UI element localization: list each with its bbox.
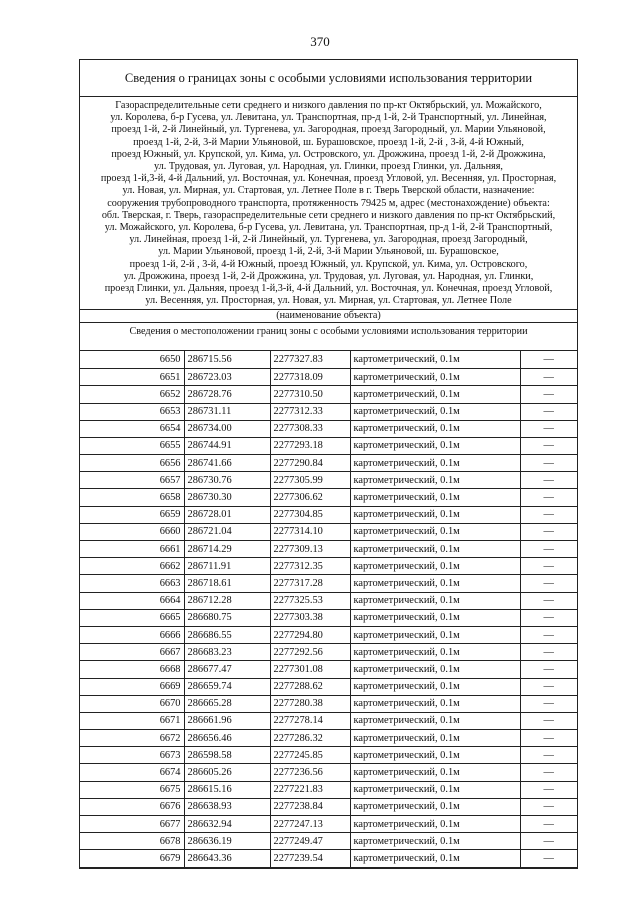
description-dash: — [520, 351, 577, 368]
point-number: 6665 [80, 609, 184, 626]
x-coordinate: 286730.30 [184, 489, 270, 506]
determination-method: картометрический, 0.1м [350, 661, 520, 678]
description-dash: — [520, 386, 577, 403]
y-coordinate: 2277290.84 [270, 455, 350, 472]
table-row [80, 506, 577, 523]
x-coordinate: 286643.36 [184, 850, 270, 867]
point-number: 6655 [80, 437, 184, 454]
description-dash: — [520, 764, 577, 781]
x-coordinate: 286677.47 [184, 661, 270, 678]
x-coordinate: 286661.96 [184, 712, 270, 729]
description-dash: — [520, 489, 577, 506]
point-number: 6678 [80, 833, 184, 850]
x-coordinate: 286632.94 [184, 816, 270, 833]
y-coordinate: 2277304.85 [270, 506, 350, 523]
y-coordinate: 2277239.54 [270, 850, 350, 867]
determination-method: картометрический, 0.1м [350, 420, 520, 437]
description-dash: — [520, 695, 577, 712]
description-dash: — [520, 712, 577, 729]
determination-method: картометрический, 0.1м [350, 644, 520, 661]
description-dash: — [520, 644, 577, 661]
point-number: 6679 [80, 850, 184, 867]
determination-method: картометрический, 0.1м [350, 747, 520, 764]
description-line: проезд 1-й, 2-й Линейный, ул. Тургенева, ул. Загородная, проезд Загородный, ул. Марии Ульяновой, [111, 124, 546, 136]
description-line: ул. Новая, ул. Мирная, ул. Стартовая, ул. Летнее Поле в г. Тверь Тверской области, назначение: [122, 185, 535, 197]
y-coordinate: 2277309.13 [270, 541, 350, 558]
description-line: обл. Тверская, г. Тверь, газораспределительные сети среднего и низкого давления по пр-кт Октябрьский, [101, 209, 556, 221]
x-coordinate: 286714.29 [184, 541, 270, 558]
determination-method: картометрический, 0.1м [350, 609, 520, 626]
determination-method: картометрический, 0.1м [350, 798, 520, 815]
x-coordinate: 286656.46 [184, 730, 270, 747]
document-title: Сведения о границах зоны с особыми условиями использования территории [80, 60, 577, 97]
description-dash: — [520, 626, 577, 643]
table-row [80, 816, 577, 833]
table-row [80, 833, 577, 850]
point-number: 6651 [80, 369, 184, 386]
y-coordinate: 2277249.47 [270, 833, 350, 850]
determination-method: картометрический, 0.1м [350, 695, 520, 712]
determination-method: картометрический, 0.1м [350, 764, 520, 781]
y-coordinate: 2277294.80 [270, 626, 350, 643]
description-dash: — [520, 730, 577, 747]
point-number: 6656 [80, 455, 184, 472]
determination-method: картометрический, 0.1м [350, 833, 520, 850]
y-coordinate: 2277305.99 [270, 472, 350, 489]
x-coordinate: 286638.93 [184, 798, 270, 815]
x-coordinate: 286741.66 [184, 455, 270, 472]
description-dash: — [520, 437, 577, 454]
y-coordinate: 2277303.38 [270, 609, 350, 626]
description-dash: — [520, 661, 577, 678]
determination-method: картометрический, 0.1м [350, 437, 520, 454]
point-number: 6675 [80, 781, 184, 798]
x-coordinate: 286605.26 [184, 764, 270, 781]
description-dash: — [520, 523, 577, 540]
determination-method: картометрический, 0.1м [350, 712, 520, 729]
determination-method: картометрический, 0.1м [350, 850, 520, 867]
point-number: 6664 [80, 592, 184, 609]
table-row [80, 489, 577, 506]
y-coordinate: 2277278.14 [270, 712, 350, 729]
determination-method: картометрический, 0.1м [350, 816, 520, 833]
description-dash: — [520, 816, 577, 833]
table-row [80, 644, 577, 661]
x-coordinate: 286665.28 [184, 695, 270, 712]
point-number: 6667 [80, 644, 184, 661]
table-row [80, 575, 577, 592]
description-dash: — [520, 678, 577, 695]
object-description [80, 97, 577, 310]
description-dash: — [520, 609, 577, 626]
determination-method: картометрический, 0.1м [350, 351, 520, 368]
determination-method: картометрический, 0.1м [350, 781, 520, 798]
description-dash: — [520, 455, 577, 472]
table-row [80, 420, 577, 437]
table-row [80, 455, 577, 472]
table-row [80, 730, 577, 747]
table-row [80, 351, 577, 368]
description-dash: — [520, 472, 577, 489]
determination-method: картометрический, 0.1м [350, 489, 520, 506]
y-coordinate: 2277292.56 [270, 644, 350, 661]
determination-method: картометрический, 0.1м [350, 506, 520, 523]
x-coordinate: 286728.76 [184, 386, 270, 403]
y-coordinate: 2277318.09 [270, 369, 350, 386]
x-coordinate: 286730.76 [184, 472, 270, 489]
description-line: ул. Весенняя, ул. Просторная, ул. Новая, ул. Мирная, ул. Стартовая, ул. Летнее Поле [145, 295, 512, 307]
x-coordinate: 286615.16 [184, 781, 270, 798]
y-coordinate: 2277293.18 [270, 437, 350, 454]
table-row [80, 437, 577, 454]
y-coordinate: 2277317.28 [270, 575, 350, 592]
determination-method: картометрический, 0.1м [350, 575, 520, 592]
description-line: ул. Королева, б-р Гусева, ул. Левитана, ул. Транспортная, пр-д 1-й, 2-й Транспортный, ул. Линейная, [110, 112, 547, 124]
point-number: 6658 [80, 489, 184, 506]
x-coordinate: 286718.61 [184, 575, 270, 592]
point-number: 6666 [80, 626, 184, 643]
point-number: 6671 [80, 712, 184, 729]
determination-method: картометрический, 0.1м [350, 558, 520, 575]
table-row [80, 695, 577, 712]
x-coordinate: 286723.03 [184, 369, 270, 386]
table-row [80, 592, 577, 609]
description-dash: — [520, 850, 577, 867]
point-number: 6662 [80, 558, 184, 575]
point-number: 6674 [80, 764, 184, 781]
document-frame [79, 59, 578, 869]
y-coordinate: 2277286.32 [270, 730, 350, 747]
y-coordinate: 2277325.53 [270, 592, 350, 609]
table-row [80, 386, 577, 403]
determination-method: картометрический, 0.1м [350, 472, 520, 489]
point-number: 6657 [80, 472, 184, 489]
table-row [80, 712, 577, 729]
table-row [80, 764, 577, 781]
table-row [80, 541, 577, 558]
y-coordinate: 2277245.85 [270, 747, 350, 764]
x-coordinate: 286744.91 [184, 437, 270, 454]
point-number: 6669 [80, 678, 184, 695]
point-number: 6650 [80, 351, 184, 368]
description-dash: — [520, 506, 577, 523]
y-coordinate: 2277280.38 [270, 695, 350, 712]
y-coordinate: 2277221.83 [270, 781, 350, 798]
description-line: сооружения трубопроводного транспорта, протяженность 79425 м, адрес (местонахождение) объекта: [107, 197, 550, 209]
y-coordinate: 2277301.08 [270, 661, 350, 678]
determination-method: картометрический, 0.1м [350, 626, 520, 643]
description-line: проезд Южный, ул. Крупской, ул. Кима, ул. Островского, ул. Дрожжина, проезд 1-й, 2-й Дрожжина, [111, 148, 546, 160]
description-dash: — [520, 420, 577, 437]
x-coordinate: 286683.23 [184, 644, 270, 661]
point-number: 6676 [80, 798, 184, 815]
description-dash: — [520, 541, 577, 558]
description-line: проезд 1-й,3-й, 4-й Дальний, ул. Восточная, ул. Конечная, проезд Угловой, ул. Весенняя, ул. Просторная, [100, 173, 557, 185]
point-number: 6663 [80, 575, 184, 592]
point-number: 6659 [80, 506, 184, 523]
x-coordinate: 286686.55 [184, 626, 270, 643]
determination-method: картометрический, 0.1м [350, 403, 520, 420]
point-number: 6670 [80, 695, 184, 712]
table-row [80, 609, 577, 626]
y-coordinate: 2277306.62 [270, 489, 350, 506]
y-coordinate: 2277288.62 [270, 678, 350, 695]
y-coordinate: 2277238.84 [270, 798, 350, 815]
description-dash: — [520, 833, 577, 850]
x-coordinate: 286659.74 [184, 678, 270, 695]
determination-method: картометрический, 0.1м [350, 369, 520, 386]
x-coordinate: 286598.58 [184, 747, 270, 764]
description-dash: — [520, 403, 577, 420]
x-coordinate: 286680.75 [184, 609, 270, 626]
table-row [80, 850, 577, 867]
description-line: ул. Марии Ульяновой, проезд 1-й, 2-й, 3-й Марии Ульяновой, ш. Бурашовское, [158, 246, 499, 258]
description-dash: — [520, 798, 577, 815]
description-line: проезд Глинки, ул. Дальняя, проезд 1-й,3-й, 4-й Дальний, ул. Восточная, ул. Конечная, проезд Угловой, [104, 283, 553, 295]
x-coordinate: 286712.28 [184, 592, 270, 609]
x-coordinate: 286711.91 [184, 558, 270, 575]
x-coordinate: 286636.19 [184, 833, 270, 850]
x-coordinate: 286731.11 [184, 403, 270, 420]
determination-method: картометрический, 0.1м [350, 455, 520, 472]
determination-method: картометрический, 0.1м [350, 523, 520, 540]
point-number: 6668 [80, 661, 184, 678]
description-dash: — [520, 592, 577, 609]
description-line: ул. Линейная, проезд 1-й, 2-й Линейный, ул. Тургенева, ул. Загородная, проезд Загородный, [129, 234, 528, 246]
y-coordinate: 2277312.33 [270, 403, 350, 420]
description-line: ул. Трудовая, ул. Луговая, ул. Народная, ул. Глинки, проезд Глинки, ул. Дальняя, [154, 161, 503, 173]
table-row [80, 558, 577, 575]
table-row [80, 369, 577, 386]
table-row [80, 403, 577, 420]
object-name-caption: (наименование объекта) [80, 310, 577, 323]
description-dash: — [520, 575, 577, 592]
description-dash: — [520, 747, 577, 764]
description-line: проезд 1-й, 2-й, 3-й Марии Ульяновой, ш. Бурашовское, проезд 1-й, 2-й , 3-й, 4-й Южный, [133, 136, 524, 148]
determination-method: картометрический, 0.1м [350, 386, 520, 403]
point-number: 6672 [80, 730, 184, 747]
point-number: 6673 [80, 747, 184, 764]
point-number: 6654 [80, 420, 184, 437]
x-coordinate: 286728.01 [184, 506, 270, 523]
table-row [80, 523, 577, 540]
y-coordinate: 2277308.33 [270, 420, 350, 437]
determination-method: картометрический, 0.1м [350, 678, 520, 695]
point-number: 6677 [80, 816, 184, 833]
table-row [80, 798, 577, 815]
table-row [80, 678, 577, 695]
description-dash: — [520, 369, 577, 386]
x-coordinate: 286715.56 [184, 351, 270, 368]
description-line: ул. Дрожжина, проезд 1-й, 2-й Дрожжина, ул. Трудовая, ул. Луговая, ул. Народная, ул. Глинки, [123, 270, 534, 282]
x-coordinate: 286734.00 [184, 420, 270, 437]
description-dash: — [520, 558, 577, 575]
y-coordinate: 2277310.50 [270, 386, 350, 403]
point-number: 6653 [80, 403, 184, 420]
x-coordinate: 286721.04 [184, 523, 270, 540]
y-coordinate: 2277247.13 [270, 816, 350, 833]
determination-method: картометрический, 0.1м [350, 730, 520, 747]
table-row [80, 472, 577, 489]
page-number: 370 [310, 34, 330, 49]
point-number: 6652 [80, 386, 184, 403]
point-number: 6661 [80, 541, 184, 558]
table-row [80, 781, 577, 798]
description-line: Газораспределительные сети среднего и низкого давления по пр-кт Октябрьский, ул. Можайского, [115, 100, 542, 111]
section-title: Сведения о местоположении границ зоны с особыми условиями использования территории [80, 323, 577, 351]
table-row [80, 661, 577, 678]
y-coordinate: 2277312.35 [270, 558, 350, 575]
point-number: 6660 [80, 523, 184, 540]
determination-method: картометрический, 0.1м [350, 541, 520, 558]
table-row [80, 747, 577, 764]
y-coordinate: 2277314.10 [270, 523, 350, 540]
table-row [80, 626, 577, 643]
y-coordinate: 2277327.83 [270, 351, 350, 368]
determination-method: картометрический, 0.1м [350, 592, 520, 609]
description-line: ул. Можайского, ул. Королева, б-р Гусева, ул. Левитана, ул. Транспортная, пр-д 1-й, 2-й Транспортный, [104, 222, 553, 234]
y-coordinate: 2277236.56 [270, 764, 350, 781]
description-dash: — [520, 781, 577, 798]
description-line: проезд 1-й, 2-й , 3-й, 4-й Южный, проезд Южный, ул. Крупской, ул. Кима, ул. Островского, [129, 258, 528, 270]
coordinates-table [80, 351, 577, 867]
